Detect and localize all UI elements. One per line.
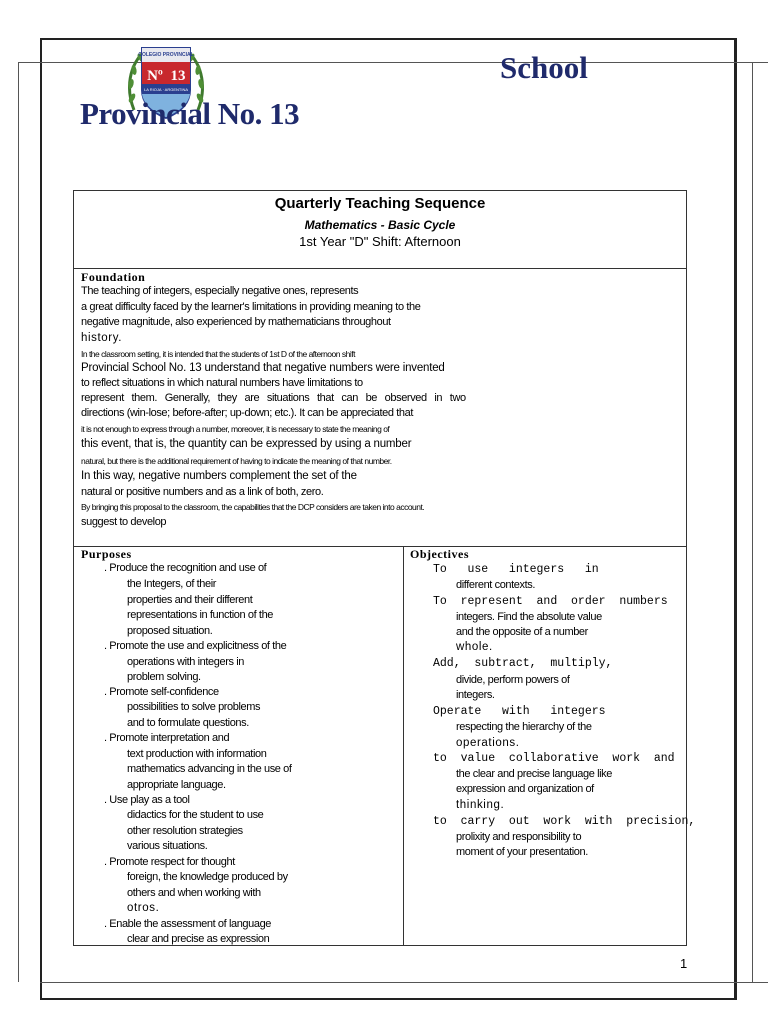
foundation-line: Provincial School No. 13 understand that negative numbers were invented: [81, 362, 445, 374]
purpose-line: text production with information: [127, 748, 267, 760]
objective-line: operations.: [456, 737, 520, 749]
table-divider-header: [73, 268, 687, 269]
table-divider-columns: [403, 546, 404, 946]
foundation-line: negative magnitude, also experienced by mathematicians throughout: [81, 316, 391, 328]
header-school-name: Provincial No. 13: [80, 96, 300, 131]
purpose-line: mathematics advancing in the use of: [127, 763, 292, 775]
foundation-line: In the classroom setting, it is intended that the students of 1st D of the afternoon shift: [81, 349, 355, 359]
page-margin-line-left: [18, 62, 19, 982]
crest-bottom-text: LA RIOJA · ARGENTINA: [143, 87, 189, 92]
objective-line: To represent and order numbers: [433, 595, 668, 608]
foundation-line: natural or positive numbers and as a link of both, zero.: [81, 486, 324, 498]
purpose-line: foreign, the knowledge produced by: [127, 871, 288, 883]
purpose-line: proposed situation.: [127, 625, 213, 637]
foundation-line: it is not enough to express through a number, moreover, it is necessary to state the meaning of: [81, 424, 390, 434]
objective-line: integers.: [456, 689, 495, 701]
foundation-line: this event, that is, the quantity can be expressed by using a number: [81, 438, 412, 450]
objective-line: integers. Find the absolute value: [456, 611, 602, 623]
foundation-line: The teaching of integers, especially negative ones, represents: [81, 285, 359, 297]
purpose-line: . Promote self-confidence: [104, 686, 219, 698]
purpose-line: appropriate language.: [127, 779, 226, 791]
purpose-line: the Integers, of their: [127, 578, 217, 590]
document-subtitle: Mathematics - Basic Cycle: [304, 218, 456, 232]
objective-line: whole.: [456, 641, 493, 653]
page-margin-line-right: [752, 62, 753, 982]
purpose-line: . Produce the recognition and use of: [104, 562, 267, 574]
purpose-line: otros.: [127, 902, 160, 914]
objectives-heading: Objectives: [410, 547, 469, 561]
purpose-line: other resolution strategies: [127, 825, 243, 837]
foundation-heading: Foundation: [81, 270, 146, 284]
foundation-line: represent them. Generally, they are situations that can be observed in two: [81, 392, 466, 404]
objective-line: To use integers in: [433, 563, 599, 576]
purpose-line: . Enable the assessment of language: [104, 918, 272, 930]
page-frame-left: [40, 38, 42, 1000]
objective-line: prolixity and responsibility to: [456, 831, 582, 843]
purpose-line: various situations.: [127, 840, 208, 852]
page-frame-right: [734, 38, 737, 1000]
purpose-line: representations in function of the: [127, 609, 274, 621]
purposes-heading: Purposes: [81, 547, 132, 561]
document-course-shift: 1st Year "D" Shift: Afternoon: [299, 234, 461, 249]
objective-line: and the opposite of a number: [456, 626, 588, 638]
foundation-line: to reflect situations in which natural numbers have limitations to: [81, 377, 363, 389]
objective-line: moment of your presentation.: [456, 846, 588, 858]
foundation-line: directions (win-lose; before-after; up-down; etc.). It can be appreciated that: [81, 407, 413, 419]
purpose-line: . Promote respect for thought: [104, 856, 235, 868]
purpose-line: . Promote interpretation and: [104, 732, 230, 744]
document-title: Quarterly Teaching Sequence: [274, 195, 486, 212]
crest-number: 13: [170, 68, 186, 84]
objective-line: expression and organization of: [456, 783, 594, 795]
foundation-line: suggest to develop: [81, 516, 167, 528]
objective-line: the clear and precise language like: [456, 768, 613, 780]
header-school: School: [500, 50, 588, 85]
purpose-line: . Promote the use and explicitness of the: [104, 640, 287, 652]
purpose-line: didactics for the student to use: [127, 809, 264, 821]
purpose-line: . Use play as a tool: [104, 794, 190, 806]
purpose-line: possibilities to solve problems: [127, 701, 261, 713]
purpose-line: problem solving.: [127, 671, 201, 683]
objective-line: divide, perform powers of: [456, 674, 570, 686]
purpose-line: clear and precise as expression: [127, 933, 270, 945]
objective-line: thinking.: [456, 799, 505, 811]
objective-line: to value collaborative work and: [433, 752, 675, 765]
purpose-line: others and when working with: [127, 887, 261, 899]
crest-top-text: COLEGIO PROVINCIAL: [138, 52, 194, 58]
objective-line: Operate with integers: [433, 705, 606, 718]
purpose-line: properties and their different: [127, 594, 253, 606]
foundation-line: By bringing this proposal to the classroom, the capabilities that the DCP considers are taken into account.: [81, 502, 425, 512]
objective-line: different contexts.: [456, 579, 536, 591]
page-frame-bottom: [40, 998, 737, 1000]
crest-symbol: Nº: [147, 68, 163, 84]
foundation-line: natural, but there is the additional requirement of having to indicate the meaning of that number.: [81, 456, 392, 466]
purpose-line: and to formulate questions.: [127, 717, 249, 729]
table-divider-foundation: [73, 546, 687, 547]
objective-line: respecting the hierarchy of the: [456, 721, 592, 733]
objective-line: Add, subtract, multiply,: [433, 657, 613, 670]
objective-line: to carry out work with precision,: [433, 815, 696, 828]
foundation-line: In this way, negative numbers complement the set of the: [81, 470, 357, 482]
foundation-line: a great difficulty faced by the learner's limitations in providing meaning to the: [81, 301, 421, 313]
page-margin-line-bottom: [40, 982, 768, 983]
foundation-line: history.: [81, 332, 123, 344]
page-number: 1: [680, 956, 688, 971]
purpose-line: operations with integers in: [127, 656, 244, 668]
